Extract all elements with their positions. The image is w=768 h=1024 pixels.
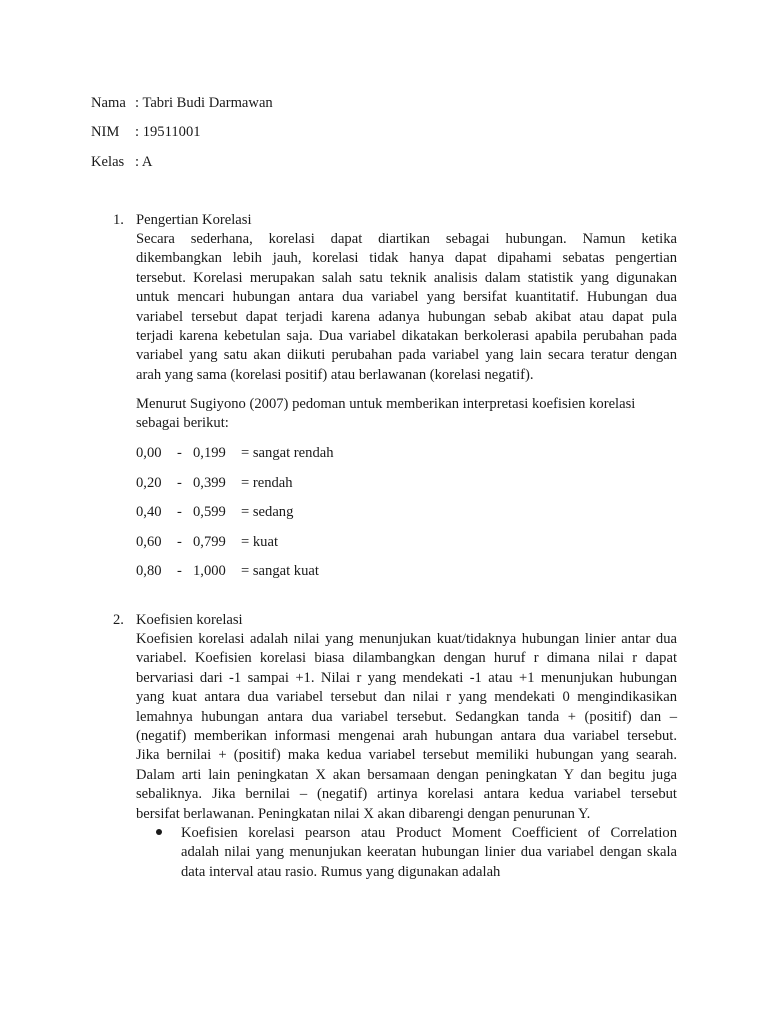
scale-dash: - [177,445,182,461]
section-2-title: Koefisien korelasi [136,612,243,628]
scale-dash: - [177,563,182,579]
nama-value: : Tabri Budi Darmawan [135,95,273,111]
scale-dash: - [177,475,182,491]
scale-low: 0,20 [136,475,162,491]
paragraph-line: Koefisien korelasi adalah nilai yang menunjukan kuat/tidaknya hubungan linier antar dua [136,631,677,647]
scale-label: = sangat kuat [241,563,319,579]
paragraph-line: variabel yang satu akan diikuti perubahan pada variabel yang lain secara teratur dengan [136,347,677,364]
paragraph-line: variabel tersebut dapat terjadi karena adanya hubungan sebab akibat atau dapat pula [136,308,677,325]
paragraph-line: untuk mencari hubungan antara dua variabel yang bersifat kuantitatif. Hubungan dua [136,289,677,306]
kelas-row [91,152,152,172]
scale-low: 0,60 [136,534,162,550]
scale-high: 0,399 [193,475,226,491]
scale-high: 0,199 [193,445,226,461]
paragraph-line: Dalam arti lain peningkatan X akan bersamaan dengan peningkatan Y dan begitu juga [136,766,677,783]
nim-value: : 19511001 [135,124,201,140]
paragraph-line: terjadi karena kebetulan saja. Dua variabel dikatakan berkolerasi apabila perubahan pada [136,328,677,345]
bullet-line: adalah nilai yang menunjukan keeratan hubungan linier dua variabel dengan skala [181,844,677,861]
paragraph-line: dikembangkan lebih jauh, korelasi tidak hanya dapat dipahami sebatas pengertian [136,250,677,267]
nama-row [91,93,273,113]
bullet-icon [156,829,162,835]
scale-high: 1,000 [193,563,226,579]
section-1-title: Pengertian Korelasi [136,212,252,228]
scale-low: 0,80 [136,563,162,579]
scale-high: 0,799 [193,534,226,550]
bullet-item [181,824,677,882]
scale-low: 0,00 [136,445,162,461]
kelas-value: : A [135,154,153,170]
paragraph-line: tersebut. Korelasi merupakan salah satu teknik analisis dalam statistik yang digunakan [136,269,677,286]
scale-label: = rendah [241,475,293,491]
intro-line: Menurut Sugiyono (2007) pedoman untuk memberikan interpretasi koefisien korelasi [136,396,636,412]
intro-line: sebagai berikut: [136,415,229,432]
section-2-paragraph [136,630,677,824]
nim-label: NIM [91,124,120,140]
paragraph-line: bersifat berlawanan. Peningkatan nilai X akan dibarengi dengan penurunan Y. [136,805,591,822]
paragraph-line: Jika bernilai + (positif) maka kedua variabel tersebut memiliki hubungan yang searah. [136,747,677,764]
scale-low: 0,40 [136,504,162,520]
scale-label: = kuat [241,534,279,550]
paragraph-line: arah yang sama (korelasi positif) atau berlawanan (korelasi negatif). [136,366,534,383]
scale-high: 0,599 [193,504,226,520]
scale-label: = sangat rendah [241,445,334,461]
paragraph-line: bervariasi dari -1 sampai +1. Nilai r yang mendekati -1 atau +1 menunjukan hubungan [136,669,677,686]
paragraph-line: variabel. Koefisien korelasi biasa dilambangkan dengan huruf r dimana nilai r dapat [136,650,677,667]
scale-dash: - [177,504,182,520]
nim-row [91,122,201,142]
kelas-label: Kelas [91,154,125,170]
section-1-number: 1. [113,212,124,228]
scale-label: = sedang [241,504,294,520]
section-1-paragraph [136,230,677,385]
bullet-line: Koefisien korelasi pearson atau Product Moment Coefficient of Correlation [181,825,677,841]
section-2-number: 2. [113,612,124,628]
paragraph-line: sebaliknya. Jika bernilai – (negatif) artinya korelasi antara kedua variabel tersebut [136,786,677,803]
paragraph-line: yang kuat antara dua variabel tersebut dan nilai r yang mendekati 0 mengindikasikan [136,689,677,706]
bullet-line: data interval atau rasio. Rumus yang digunakan adalah [181,863,501,880]
section-1-intro [136,395,677,434]
paragraph-line: Secara sederhana, korelasi dapat diartikan sebagai hubungan. Namun ketika [136,231,677,247]
nama-label: Nama [91,95,126,111]
paragraph-line: lemahnya hubungan antara dua variabel tersebut. Sedangkan tanda + (positif) dan – [136,708,677,725]
scale-dash: - [177,534,182,550]
paragraph-line: (negatif) memberikan informasi mengenai arah hubungan antara dua variabel tersebut. [136,728,677,745]
